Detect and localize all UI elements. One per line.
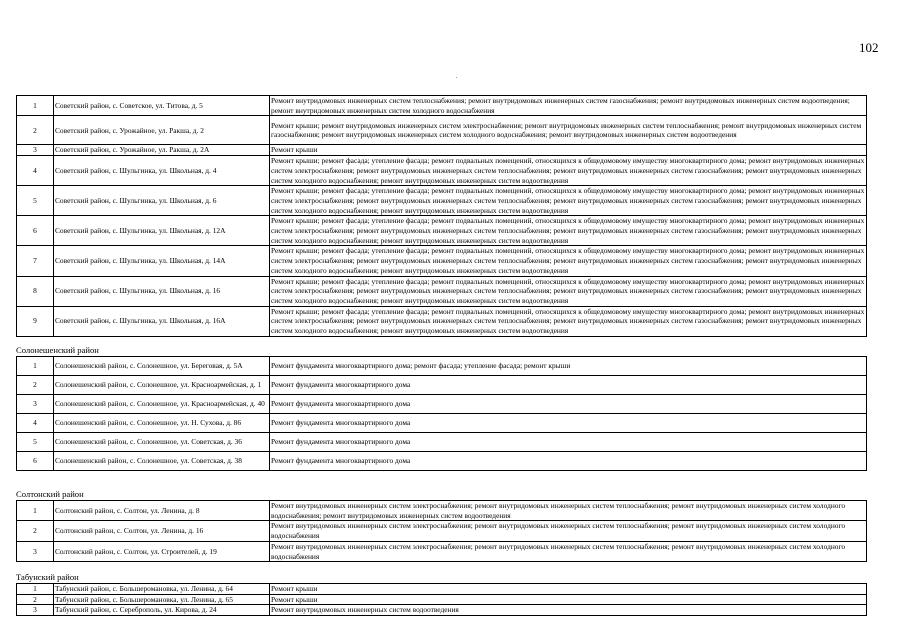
table-row bbox=[17, 186, 867, 216]
sovetsky-table bbox=[16, 95, 867, 337]
row-number: 1 bbox=[17, 501, 54, 521]
section-title-tabunsky: Табунский район bbox=[16, 572, 79, 582]
row-works: Ремонт внутридомовых инженерных систем электроснабжения; ремонт внутридомовых инженерных систем теплоснабжения; ремонт внутридомовых инженерных систем холодного водоснабжения bbox=[270, 521, 867, 541]
row-address: Солонешенский район, с. Солонешное, ул. Советская, д. 38 bbox=[54, 452, 270, 471]
row-works: Ремонт крыши; ремонт фасада; утепление фасада; ремонт подвальных помещений, относящихся к общедомовому имуществу многоквартирного дома; ремонт внутридомовых инженерных систем электроснабжения; ремонт внутридомовых инженерных систем теплоснабжения; ремонт внутридомовых инженерных систем газоснабжения; ремонт внутридомовых инженерных систем холодного водоснабжения; ремонт внутридомовых инженерных систем водоотведения bbox=[270, 186, 867, 216]
row-address: Солтонский район, с. Солтон, ул. Строителей, д. 19 bbox=[54, 541, 270, 561]
table-row bbox=[17, 306, 867, 336]
row-address: Солонешенский район, с. Солонешное, ул. Красноармейская, д. 1 bbox=[54, 376, 270, 395]
soltonsky-table bbox=[16, 500, 867, 562]
row-number: 5 bbox=[17, 433, 54, 452]
row-address: Солонешенский район, с. Солонешное, ул. Красноармейская, д. 40 bbox=[54, 395, 270, 414]
row-works: Ремонт крыши; ремонт внутридомовых инженерных систем электроснабжения; ремонт внутридомовых инженерных систем теплоснабжения; ремонт внутридомовых инженерных систем газоснабжения; ремонт внутридомовых инженерных систем холодного водоснабжения; ремонт внутридомовых инженерных систем водоотведения bbox=[270, 116, 867, 145]
row-address: Советский район, с. Шульгинка, ул. Школьная, д. 6 bbox=[54, 186, 270, 216]
row-works: Ремонт крыши; ремонт фасада; утепление фасада; ремонт подвальных помещений, относящихся к общедомовому имуществу многоквартирного дома; ремонт внутридомовых инженерных систем электроснабжения; ремонт внутридомовых инженерных систем теплоснабжения; ремонт внутридомовых инженерных систем газоснабжения; ремонт внутридомовых инженерных систем холодного водоснабжения; ремонт внутридомовых инженерных систем водоотведения bbox=[270, 246, 867, 276]
row-address: Советский район, с. Шульгинка, ул. Школьная, д. 14А bbox=[54, 246, 270, 276]
row-address: Табунский район, с. Большеромановка, ул. Ленина, д. 64 bbox=[54, 584, 270, 595]
row-address: Советский район, с. Шульгинка, ул. Школьная, д. 12А bbox=[54, 216, 270, 246]
row-address: Солонешенский район, с. Солонешное, ул. Береговая, д. 5А bbox=[54, 357, 270, 376]
row-works: Ремонт крыши; ремонт фасада; утепление фасада; ремонт подвальных помещений, относящихся к общедомовому имуществу многоквартирного дома; ремонт внутридомовых инженерных систем электроснабжения; ремонт внутридомовых инженерных систем теплоснабжения; ремонт внутридомовых инженерных систем газоснабжения; ремонт внутридомовых инженерных систем холодного водоснабжения; ремонт внутридомовых инженерных систем водоотведения bbox=[270, 276, 867, 306]
row-address: Солонешенский район, с. Солонешное, ул. Советская, д. 36 bbox=[54, 433, 270, 452]
row-number: 1 bbox=[17, 584, 54, 595]
table-row bbox=[17, 276, 867, 306]
table-row bbox=[17, 452, 867, 471]
row-address: Советский район, с. Урожайное, ул. Ракша, д. 2А bbox=[54, 145, 270, 156]
section-title-soloneshensky: Солонешенский район bbox=[16, 345, 99, 355]
row-number: 2 bbox=[17, 116, 54, 145]
table-row bbox=[17, 541, 867, 561]
soloneshensky-table bbox=[16, 356, 867, 471]
table-row bbox=[17, 145, 867, 156]
row-works: Ремонт фундамента многоквартирного дома bbox=[270, 395, 867, 414]
row-number: 7 bbox=[17, 246, 54, 276]
row-works: Ремонт крыши; ремонт фасада; утепление фасада; ремонт подвальных помещений, относящихся к общедомовому имуществу многоквартирного дома; ремонт внутридомовых инженерных систем электроснабжения; ремонт внутридомовых инженерных систем теплоснабжения; ремонт внутридомовых инженерных систем газоснабжения; ремонт внутридомовых инженерных систем холодного водоснабжения; ремонт внутридомовых инженерных систем водоотведения bbox=[270, 216, 867, 246]
row-address: Солонешенский район, с. Солонешное, ул. Н. Сухова, д. 86 bbox=[54, 414, 270, 433]
row-address: Солтонский район, с. Солтон, ул. Ленина, д. 16 bbox=[54, 521, 270, 541]
row-address: Советский район, с. Шульгинка, ул. Школьная, д. 4 bbox=[54, 156, 270, 186]
row-works: Ремонт крыши bbox=[270, 584, 867, 595]
row-works: Ремонт внутридомовых инженерных систем электроснабжения; ремонт внутридомовых инженерных систем теплоснабжения; ремонт внутридомовых инженерных систем холодного водоснабжения; ремонт внутридомовых инженерных систем водоотведения bbox=[270, 501, 867, 521]
row-number: 2 bbox=[17, 594, 54, 605]
row-works: Ремонт фундамента многоквартирного дома bbox=[270, 376, 867, 395]
row-number: 6 bbox=[17, 216, 54, 246]
row-works: Ремонт крыши; ремонт фасада; утепление фасада; ремонт подвальных помещений, относящихся к общедомовому имуществу многоквартирного дома; ремонт внутридомовых инженерных систем электроснабжения; ремонт внутридомовых инженерных систем теплоснабжения; ремонт внутридомовых инженерных систем газоснабжения; ремонт внутридомовых инженерных систем холодного водоснабжения; ремонт внутридомовых инженерных систем водоотведения bbox=[270, 306, 867, 336]
row-number: 3 bbox=[17, 605, 54, 616]
table-row bbox=[17, 605, 867, 616]
row-number: 3 bbox=[17, 145, 54, 156]
table-row bbox=[17, 116, 867, 145]
row-number: 2 bbox=[17, 376, 54, 395]
table-row bbox=[17, 357, 867, 376]
row-number: 3 bbox=[17, 395, 54, 414]
row-works: Ремонт фундамента многоквартирного дома bbox=[270, 452, 867, 471]
table-row bbox=[17, 521, 867, 541]
table-row bbox=[17, 96, 867, 116]
table-row bbox=[17, 395, 867, 414]
row-works: Ремонт внутридомовых инженерных систем водоотведения bbox=[270, 605, 867, 616]
table-row bbox=[17, 594, 867, 605]
row-number: 9 bbox=[17, 306, 54, 336]
row-address: Солтонский район, с. Солтон, ул. Ленина, д. 8 bbox=[54, 501, 270, 521]
row-address: Советский район, с. Урожайное, ул. Ракша, д. 2 bbox=[54, 116, 270, 145]
row-works: Ремонт крыши bbox=[270, 145, 867, 156]
row-number: 4 bbox=[17, 414, 54, 433]
table-row bbox=[17, 414, 867, 433]
row-works: Ремонт фундамента многоквартирного дома; ремонт фасада; утепление фасада; ремонт крыши bbox=[270, 357, 867, 376]
section-title-soltonsky: Солтонский район bbox=[16, 489, 84, 499]
row-address: Советский район, с. Шульгинка, ул. Школьная, д. 16 bbox=[54, 276, 270, 306]
row-works: Ремонт внутридомовых инженерных систем теплоснабжения; ремонт внутридомовых инженерных систем газоснабжения; ремонт внутридомовых инженерных систем водоотведения; ремонт внутридомовых инженерных систем холодного водоснабжения bbox=[270, 96, 867, 116]
tabunsky-table bbox=[16, 583, 867, 616]
row-address: Табунский район, с. Сереброполь, ул. Кирова, д. 24 bbox=[54, 605, 270, 616]
row-number: 1 bbox=[17, 96, 54, 116]
row-number: 3 bbox=[17, 541, 54, 561]
row-number: 5 bbox=[17, 186, 54, 216]
row-address: Табунский район, с. Большеромановка, ул. Ленина, д. 65 bbox=[54, 594, 270, 605]
row-number: 4 bbox=[17, 156, 54, 186]
table-row bbox=[17, 216, 867, 246]
row-number: 6 bbox=[17, 452, 54, 471]
row-works: Ремонт фундамента многоквартирного дома bbox=[270, 414, 867, 433]
row-number: 2 bbox=[17, 521, 54, 541]
table-row bbox=[17, 501, 867, 521]
scan-dot: . bbox=[456, 74, 458, 80]
row-works: Ремонт крыши bbox=[270, 594, 867, 605]
row-number: 8 bbox=[17, 276, 54, 306]
row-works: Ремонт внутридомовых инженерных систем электроснабжения; ремонт внутридомовых инженерных систем теплоснабжения; ремонт внутридомовых инженерных систем холодного водоснабжения bbox=[270, 541, 867, 561]
table-row bbox=[17, 433, 867, 452]
table-row bbox=[17, 376, 867, 395]
table-row bbox=[17, 156, 867, 186]
row-number: 1 bbox=[17, 357, 54, 376]
row-address: Советский район, с. Шульгинка, ул. Школьная, д. 16А bbox=[54, 306, 270, 336]
table-row bbox=[17, 246, 867, 276]
row-works: Ремонт крыши; ремонт фасада; утепление фасада; ремонт подвальных помещений, относящихся к общедомовому имуществу многоквартирного дома; ремонт внутридомовых инженерных систем электроснабжения; ремонт внутридомовых инженерных систем теплоснабжения; ремонт внутридомовых инженерных систем газоснабжения; ремонт внутридомовых инженерных систем холодного водоснабжения; ремонт внутридомовых инженерных систем водоотведения bbox=[270, 156, 867, 186]
page-number: 102 bbox=[859, 40, 879, 55]
row-works: Ремонт фундамента многоквартирного дома bbox=[270, 433, 867, 452]
table-row bbox=[17, 584, 867, 595]
row-address: Советский район, с. Советское, ул. Титова, д. 5 bbox=[54, 96, 270, 116]
